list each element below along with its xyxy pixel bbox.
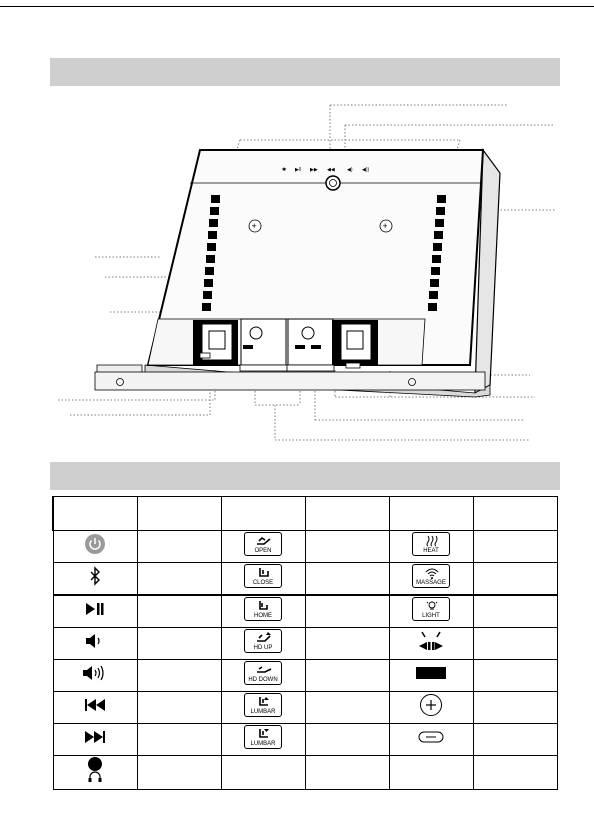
icon-cell	[389, 692, 473, 724]
home-button-icon	[244, 597, 282, 621]
description-cell	[473, 660, 557, 692]
description-cell	[137, 692, 221, 724]
open-label: OPEN	[254, 548, 272, 554]
massage-label: MASSAGE	[416, 580, 446, 586]
light-label: LIGHT	[422, 613, 440, 619]
table-row	[53, 756, 557, 790]
icon-cell	[389, 628, 473, 660]
lumbar-label-1: LUMBAR	[250, 709, 276, 715]
usb-charging-icon	[414, 630, 448, 657]
volume-down-icon	[85, 634, 105, 653]
lumbar-up-button-icon	[244, 693, 282, 717]
icon-cell	[53, 756, 137, 790]
description-cell	[137, 595, 221, 628]
hd-down-label: HD DOWN	[248, 677, 278, 683]
icon-cell	[221, 595, 305, 628]
control-panel-drawing	[50, 95, 560, 450]
control-panel-illustration	[50, 95, 560, 450]
play-pause-icon	[85, 602, 105, 620]
icon-cell	[221, 692, 305, 724]
icon-cell	[53, 531, 137, 563]
description-cell	[137, 756, 221, 790]
table-row	[53, 595, 557, 628]
icon-cell	[221, 724, 305, 756]
headphone-jack-icon	[85, 756, 105, 789]
svg-text:✱: ✱	[282, 167, 287, 173]
svg-text:◀): ◀)	[347, 167, 353, 173]
description-cell	[137, 531, 221, 563]
svg-text:+: +	[251, 221, 257, 231]
heat-label: HEAT	[423, 548, 439, 554]
description-cell	[305, 595, 389, 628]
icon-cell	[53, 660, 137, 692]
button-legend-table	[52, 496, 558, 790]
heat-button-icon	[412, 532, 450, 556]
description-cell	[137, 628, 221, 660]
lumbar-down-button-icon	[244, 725, 282, 749]
black-rectangle-icon	[416, 666, 446, 684]
icon-cell	[221, 531, 305, 563]
home-label: HOME	[254, 613, 272, 619]
description-cell	[137, 724, 221, 756]
icon-cell	[53, 724, 137, 756]
description-cell	[137, 563, 221, 596]
svg-text:◀◀: ◀◀	[327, 167, 335, 173]
table-row	[53, 660, 557, 692]
icon-cell	[53, 628, 137, 660]
next-track-icon	[84, 730, 106, 748]
svg-text:▶▶: ▶▶	[310, 167, 318, 173]
description-cell	[473, 756, 557, 790]
pill-button-icon	[418, 730, 444, 748]
light-button-icon	[412, 597, 450, 621]
svg-text:▶ǁ: ▶ǁ	[295, 167, 301, 173]
description-cell	[473, 531, 557, 563]
power-icon	[84, 533, 106, 560]
icon-cell	[53, 595, 137, 628]
empty-cell	[389, 756, 473, 790]
header-cell	[53, 497, 137, 531]
icon-cell	[389, 563, 473, 596]
header-cell	[473, 497, 557, 531]
icon-cell	[221, 563, 305, 596]
icon-cell	[389, 724, 473, 756]
table-row	[53, 563, 557, 596]
description-cell	[473, 692, 557, 724]
table-row	[53, 531, 557, 563]
section-header-bar-legend	[50, 462, 560, 490]
table-row	[53, 692, 557, 724]
description-cell	[137, 660, 221, 692]
empty-cell	[221, 756, 305, 790]
description-cell	[473, 724, 557, 756]
description-cell	[305, 660, 389, 692]
icon-cell	[389, 660, 473, 692]
description-cell	[305, 692, 389, 724]
table-row	[53, 724, 557, 756]
close-label: CLOSE	[252, 580, 274, 586]
description-cell	[305, 563, 389, 596]
icon-cell	[221, 660, 305, 692]
icon-cell	[53, 692, 137, 724]
icon-cell	[221, 628, 305, 660]
description-cell	[305, 531, 389, 563]
top-rule	[0, 6, 594, 7]
svg-text:+: +	[382, 221, 388, 231]
header-cell	[137, 497, 221, 531]
description-cell	[473, 563, 557, 596]
description-cell	[473, 595, 557, 628]
hd-up-button-icon	[244, 629, 282, 653]
open-button-icon	[244, 532, 282, 556]
icon-cell	[389, 595, 473, 628]
massage-button-icon	[412, 564, 450, 588]
description-cell	[305, 756, 389, 790]
table-header-row	[53, 497, 557, 531]
bluetooth-icon	[88, 566, 102, 591]
lumbar-label-2: LUMBAR	[250, 741, 276, 747]
icon-cell	[53, 563, 137, 596]
volume-up-icon	[82, 665, 108, 686]
description-cell	[305, 628, 389, 660]
close-button-icon	[244, 564, 282, 588]
header-cell	[221, 497, 305, 531]
header-cell	[305, 497, 389, 531]
previous-track-icon	[84, 698, 106, 716]
section-header-bar-diagram	[50, 58, 560, 86]
icon-cell	[389, 531, 473, 563]
hd-up-label: HD UP	[253, 645, 273, 651]
plus-circle-icon	[419, 693, 443, 722]
svg-text:◀)): ◀))	[362, 167, 370, 173]
table-row	[53, 628, 557, 660]
header-cell	[389, 497, 473, 531]
description-cell	[473, 628, 557, 660]
description-cell	[305, 724, 389, 756]
hd-down-button-icon	[244, 661, 282, 685]
